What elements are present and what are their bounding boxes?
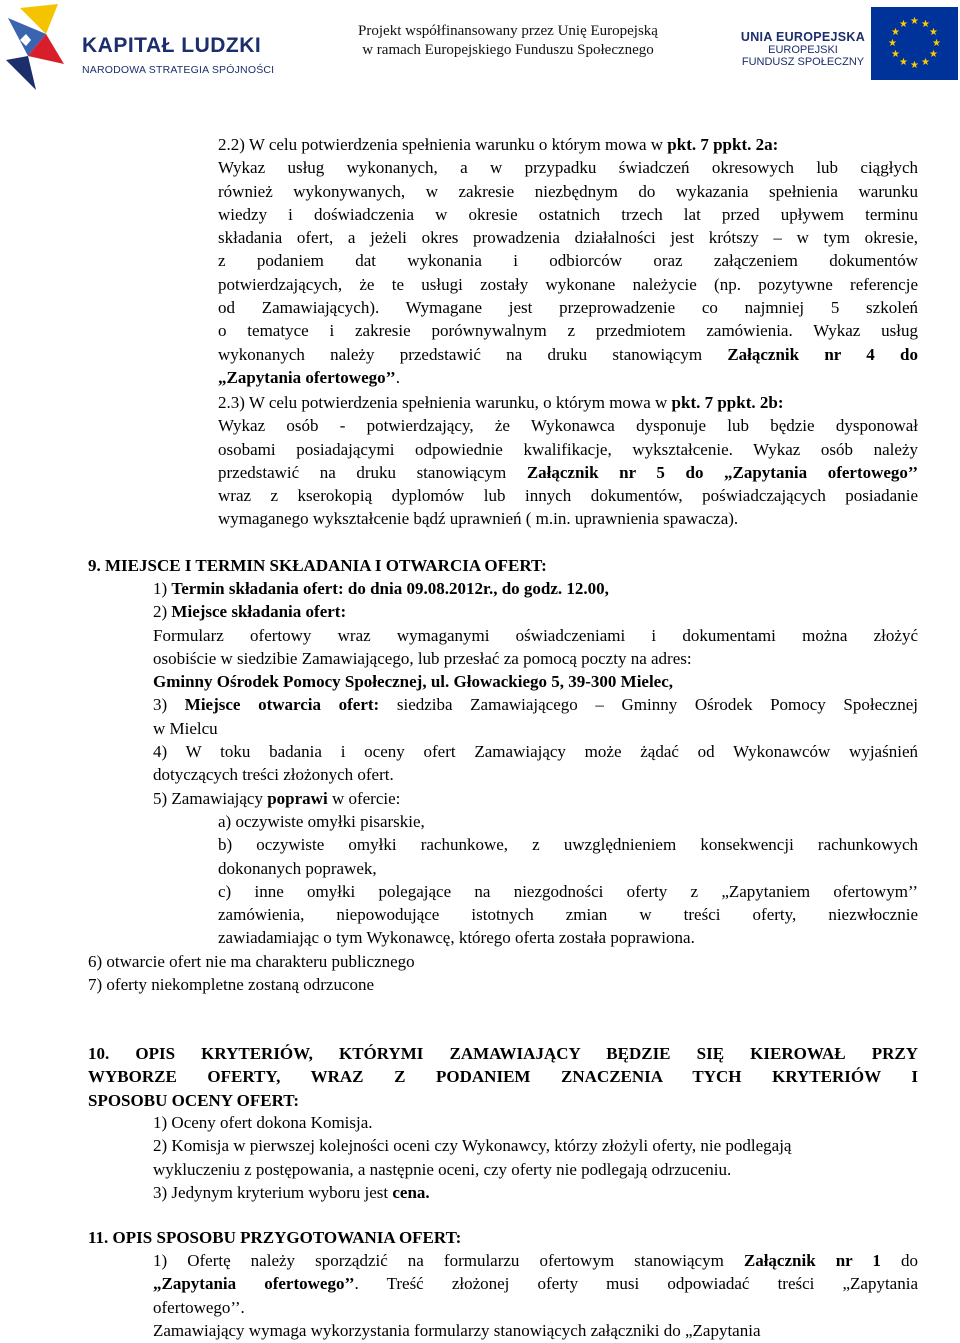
s22-line-1: 2.2) W celu potwierdzenia spełnienia warunku o którym mowa w pkt. 7 ppkt. 2a: bbox=[218, 135, 779, 154]
eu-label-line-2: EUROPEJSKI bbox=[768, 44, 838, 56]
s9-item-3-line-2: w Mielcu bbox=[153, 718, 218, 738]
s9-item-1: 1) Termin składania ofert: do dnia 09.08.2012r., do godz. 12.00, bbox=[153, 579, 609, 598]
s10-item-2-line-2: wykluczeniu z postępowania, a następnie oceni, czy oferty nie podlegają odrzuceniu. bbox=[153, 1159, 732, 1179]
section-9-body bbox=[153, 577, 918, 810]
s9-sub-c-line-3: zawiadamiając o tym Wykonawcę, którego oferta została poprawiona. bbox=[218, 928, 695, 948]
s9-sub-c-line-2: zamówienia, niepowodujące istotnych zmian w treści oferty, niezwłocznie bbox=[218, 905, 918, 925]
svg-text:★: ★ bbox=[921, 57, 930, 68]
section-10-heading bbox=[88, 1042, 918, 1112]
page-header bbox=[0, 0, 960, 100]
s22-line-5: składania ofert, a jeżeli okres prowadzenia działalności jest krótszy – w tym okresie, bbox=[218, 228, 918, 248]
svg-text:★: ★ bbox=[929, 27, 938, 38]
svg-text:★: ★ bbox=[921, 19, 930, 30]
kapital-ludzki-logo-icon bbox=[6, 4, 68, 92]
svg-text:★: ★ bbox=[899, 57, 908, 68]
s9-item-4-line-1: 4) W toku badania i oceny ofert Zamawiający może żądać od Wykonawców wyjaśnień bbox=[153, 742, 918, 762]
s23-line-4: przedstawić na druku stanowiącym Załącznik nr 5 do „Zapytania ofertowego’’ bbox=[218, 462, 918, 482]
s22-line-6: z podaniem dat wykonania i odbiorców oraz załączeniem dokumentów bbox=[218, 251, 918, 271]
s22-line-11: „Zapytania ofertowego’’. bbox=[218, 367, 400, 387]
s10-heading-line-1: 10. OPIS KRYTERIÓW, KTÓRYMI ZAMAWIAJĄCY BĘDZIE SIĘ KIEROWAŁ PRZY bbox=[88, 1044, 918, 1063]
s10-heading-line-2: WYBORZE OFERTY, WRAZ Z PODANIEM ZNACZENIA TYCH KRYTERIÓW I bbox=[88, 1067, 918, 1087]
project-line-2: w ramach Europejskiego Funduszu Społecznego bbox=[362, 42, 654, 58]
svg-text:★: ★ bbox=[899, 19, 908, 30]
s22-line-7: potwierdzających, że te usługi zostały wykonane należycie (np. pozytywne referencje bbox=[218, 274, 918, 294]
svg-text:★: ★ bbox=[910, 16, 919, 27]
svg-text:★: ★ bbox=[929, 49, 938, 60]
section-2-3 bbox=[218, 391, 918, 531]
s22-line-4: wiedzy i doświadczenia w okresie ostatnich trzech lat przed upływem terminu bbox=[218, 204, 918, 224]
s10-item-2-line-1: 2) Komisja w pierwszej kolejności oceni czy Wykonawcy, którzy złożyli oferty, nie podlegają bbox=[153, 1136, 792, 1156]
s9-item-6: 6) otwarcie ofert nie ma charakteru publicznego bbox=[88, 952, 415, 971]
s11-item-1-line-4: Zamawiający wymaga wykorzystania formularzy stanowiących załączniki do „Zapytania bbox=[153, 1320, 761, 1340]
section-10-body bbox=[153, 1111, 918, 1204]
svg-text:★: ★ bbox=[891, 49, 900, 60]
s23-line-3: osobami posiadającymi odpowiednie kwalifikacje, wykształcenie. Wykaz osób należy bbox=[218, 439, 918, 459]
s9-sub-c-line-1: c) inne omyłki polegające na niezgodności oferty z „Zapytaniem ofertowym’’ bbox=[218, 881, 918, 901]
svg-text:★: ★ bbox=[932, 38, 941, 49]
s9-item-2-line-1: Formularz ofertowy wraz wymaganymi oświadczeniami i dokumentami można złożyć bbox=[153, 625, 918, 645]
section-9-heading bbox=[88, 554, 918, 577]
svg-text:★: ★ bbox=[891, 27, 900, 38]
s9-item-2: 2) Miejsce składania ofert: bbox=[153, 602, 347, 622]
s23-line-6: wymaganego wykształcenie bądź uprawnień ( m.in. uprawnienia spawacza). bbox=[218, 509, 739, 529]
s9-item-7: 7) oferty niekompletne zostaną odrzucone bbox=[88, 975, 375, 995]
section-11-heading bbox=[88, 1226, 918, 1249]
s9-sub-a: a) oczywiste omyłki pisarskie, bbox=[218, 812, 425, 831]
section-9-subitems bbox=[218, 810, 918, 950]
s10-heading-line-3: SPOSOBU OCENY OFERT: bbox=[88, 1090, 299, 1110]
s9-item-4-line-2: dotyczących treści złożonych ofert. bbox=[153, 765, 394, 785]
eu-flag-icon bbox=[871, 7, 958, 80]
s10-item-1: 1) Oceny ofert dokona Komisja. bbox=[153, 1113, 373, 1132]
s9-item-5: 5) Zamawiający poprawi w ofercie: bbox=[153, 788, 401, 808]
project-note bbox=[338, 22, 678, 60]
s9-heading: 9. MIEJSCE I TERMIN SKŁADANIA I OTWARCIA OFERT: bbox=[88, 556, 547, 575]
s11-item-1-line-2: „Zapytania ofertowego’’. Treść złożonej oferty musi odpowiadać treści „Zapytania bbox=[153, 1274, 918, 1294]
s22-line-2: Wykaz usług wykonanych, a w przypadku świadczeń okresowych lub ciągłych bbox=[218, 158, 918, 178]
s10-item-3: 3) Jedynym kryterium wyboru jest cena. bbox=[153, 1182, 430, 1202]
eu-label bbox=[728, 30, 878, 68]
s11-item-1-line-3: ofertowego’’. bbox=[153, 1297, 245, 1317]
s22-line-3: również wykonywanych, w zakresie niezbędnym do wykazania spełnienia warunku bbox=[218, 181, 918, 201]
svg-text:★: ★ bbox=[910, 60, 919, 71]
project-line-1: Projekt współfinansowany przez Unię Europejską bbox=[358, 23, 658, 39]
kl-subtitle: NARODOWA STRATEGIA SPÓJNOŚCI bbox=[82, 64, 275, 76]
s23-line-1: 2.3) W celu potwierdzenia spełnienia warunku, o którym mowa w pkt. 7 ppkt. 2b: bbox=[218, 393, 784, 412]
s23-line-2: Wykaz osób - potwierdzający, że Wykonawca dysponuje lub będzie dysponował bbox=[218, 416, 918, 436]
section-9-tail bbox=[88, 950, 918, 997]
section-2-2 bbox=[218, 133, 918, 389]
s9-sub-b-line-2: dokonanych poprawek, bbox=[218, 858, 377, 878]
s22-line-10: wykonanych należy przedstawić na druku stanowiącym Załącznik nr 4 do bbox=[218, 344, 918, 364]
eu-label-line-1: UNIA EUROPEJSKA bbox=[740, 30, 866, 44]
s23-line-5: wraz z kserokopią dyplomów lub innych dokumentów, poświadczających posiadanie bbox=[218, 486, 918, 506]
svg-text:★: ★ bbox=[888, 38, 897, 49]
s9-item-2-line-2: osobiście w siedzibie Zamawiającego, lub przesłać za pomocą poczty na adres: bbox=[153, 648, 692, 668]
s11-heading: 11. OPIS SPOSOBU PRZYGOTOWANIA OFERT: bbox=[88, 1228, 462, 1247]
section-11-body bbox=[153, 1249, 918, 1342]
s9-item-3: 3) Miejsce otwarcia ofert: siedziba Zamawiającego – Gminny Ośrodek Pomocy Społecznej bbox=[153, 695, 918, 715]
s9-address: Gminny Ośrodek Pomocy Społecznej, ul. Głowackiego 5, 39-300 Mielec, bbox=[153, 672, 674, 692]
s11-item-1-line-1: 1) Ofertę należy sporządzić na formularzu ofertowym stanowiącym Załącznik nr 1 do bbox=[153, 1251, 918, 1270]
kl-title: KAPITAŁ LUDZKI bbox=[82, 34, 262, 57]
eu-label-line-3: FUNDUSZ SPOŁECZNY bbox=[741, 56, 865, 68]
s22-line-8: od Zamawiających). Wymagane jest przeprowadzenie co najmniej 5 szkoleń bbox=[218, 298, 918, 318]
s9-sub-b-line-1: b) oczywiste omyłki rachunkowe, z uwzględnieniem konsekwencji rachunkowych bbox=[218, 835, 918, 855]
s22-line-9: o tematyce i zakresie porównywalnym z przedmiotem zamówienia. Wykaz usług bbox=[218, 321, 918, 341]
